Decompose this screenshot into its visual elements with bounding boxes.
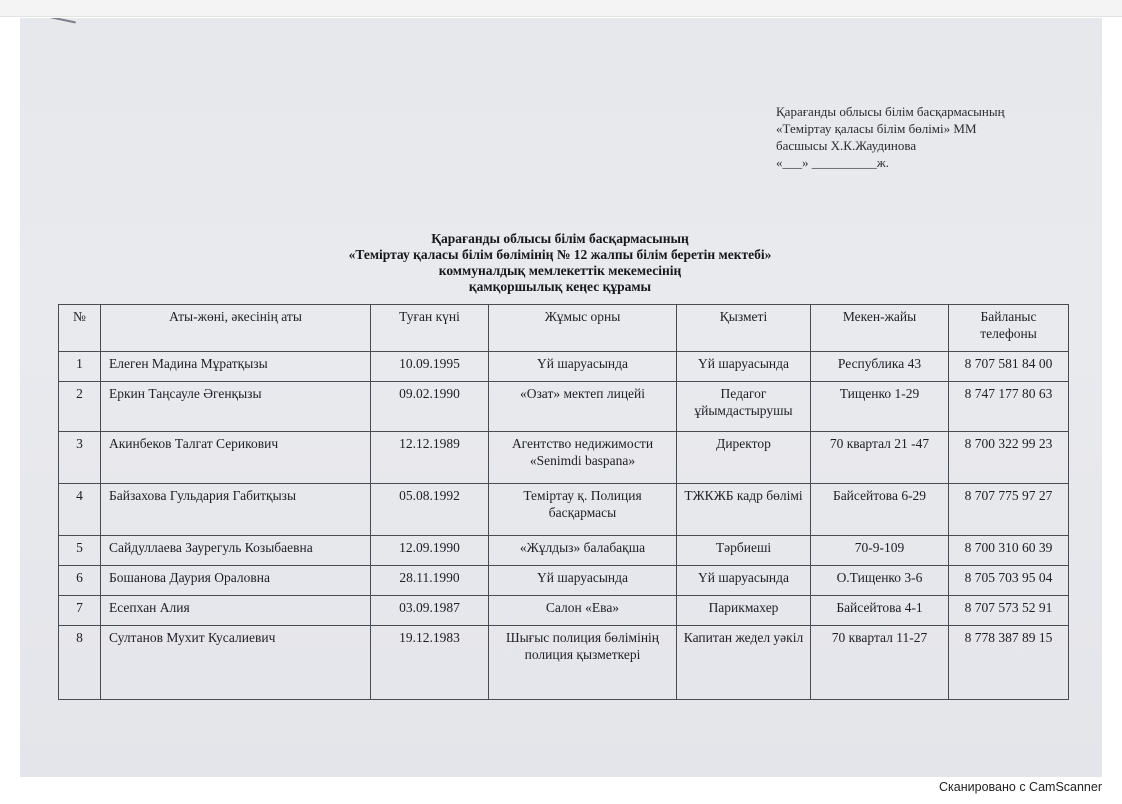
table-row — [59, 352, 1069, 382]
cell-name: Бошанова Даурия Ораловна — [101, 566, 371, 596]
cell-birth-date: 03.09.1987 — [371, 596, 489, 626]
col-header-position: Қызметі — [677, 305, 811, 352]
title-line: «Теміртау қаласы білім бөлімінің № 12 жалпы білім беретін мектебі» — [348, 247, 772, 262]
cell-address: Байсейтова 6-29 — [811, 484, 949, 536]
cell-number: 2 — [59, 382, 101, 432]
cell-phone: 8 707 775 97 27 — [949, 484, 1069, 536]
cell-position: Парикмахер — [677, 596, 811, 626]
cell-phone: 8 705 703 95 04 — [949, 566, 1069, 596]
scanned-page — [20, 18, 1102, 777]
cell-phone: 8 778 387 89 15 — [949, 626, 1069, 700]
cell-position: ТЖКЖБ кадр бөлімі — [677, 484, 811, 536]
cell-position: Директор — [677, 432, 811, 484]
cell-position: Капитан жедел уәкіл — [677, 626, 811, 700]
cell-address: 70-9-109 — [811, 536, 949, 566]
cell-birth-date: 28.11.1990 — [371, 566, 489, 596]
table-header-row — [59, 305, 1069, 352]
cell-address: Тищенко 1-29 — [811, 382, 949, 432]
cell-name: Акинбеков Талгат Серикович — [101, 432, 371, 484]
col-header-birth-date: Туған күні — [371, 305, 489, 352]
approval-date-line: «___» __________ж. — [776, 155, 889, 170]
table-row — [59, 382, 1069, 432]
col-header-number: № — [59, 305, 101, 352]
approval-line: басшысы Х.К.Жаудинова — [776, 138, 917, 153]
cell-phone: 8 747 177 80 63 — [949, 382, 1069, 432]
col-header-phone: Байланыс телефоны — [949, 305, 1069, 352]
cell-birth-date: 19.12.1983 — [371, 626, 489, 700]
cell-workplace: Шығыс полиция бөлімінің полиция қызметкері — [489, 626, 677, 700]
cell-address: Республика 43 — [811, 352, 949, 382]
title-line: Қарағанды облысы білім басқармасының — [431, 231, 689, 246]
cell-number: 4 — [59, 484, 101, 536]
title-line: коммуналдық мемлекеттік мекемесінің — [438, 263, 682, 278]
cell-workplace: «Озат» мектеп лицейі — [489, 382, 677, 432]
cell-number: 5 — [59, 536, 101, 566]
table-row — [59, 432, 1069, 484]
cell-number: 6 — [59, 566, 101, 596]
cell-birth-date: 12.09.1990 — [371, 536, 489, 566]
cell-workplace: Салон «Ева» — [489, 596, 677, 626]
col-header-workplace: Жұмыс орны — [489, 305, 677, 352]
cell-number: 7 — [59, 596, 101, 626]
cell-address: Байсейтова 4-1 — [811, 596, 949, 626]
table-row — [59, 484, 1069, 536]
cell-address: О.Тищенко 3-6 — [811, 566, 949, 596]
table-row — [59, 536, 1069, 566]
cell-number: 1 — [59, 352, 101, 382]
cell-birth-date: 05.08.1992 — [371, 484, 489, 536]
cell-workplace: Теміртау қ. Полиция басқармасы — [489, 484, 677, 536]
cell-phone: 8 707 573 52 91 — [949, 596, 1069, 626]
approval-block — [776, 103, 1096, 171]
table-row — [59, 626, 1069, 700]
cell-position: Педагог ұйымдастырушы — [677, 382, 811, 432]
document-title — [250, 231, 870, 295]
approval-line: Қарағанды облысы білім басқармасының — [776, 104, 1005, 119]
cell-address: 70 квартал 21 -47 — [811, 432, 949, 484]
viewer-top-bar — [0, 0, 1122, 17]
scan-artifact-mark — [42, 18, 76, 24]
cell-workplace: «Жұлдыз» балабақша — [489, 536, 677, 566]
cell-number: 8 — [59, 626, 101, 700]
cell-workplace: Агентство недижимости «Senimdi baspana» — [489, 432, 677, 484]
table-row — [59, 566, 1069, 596]
cell-name: Султанов Мухит Кусалиевич — [101, 626, 371, 700]
cell-position: Тәрбиеші — [677, 536, 811, 566]
title-line: қамқоршылық кеңес құрамы — [468, 279, 652, 294]
cell-position: Үй шаруасында — [677, 566, 811, 596]
cell-name: Байзахова Гульдария Габитқызы — [101, 484, 371, 536]
cell-workplace: Үй шаруасында — [489, 352, 677, 382]
cell-name: Есепхан Алия — [101, 596, 371, 626]
cell-phone: 8 700 322 99 23 — [949, 432, 1069, 484]
cell-workplace: Үй шаруасында — [489, 566, 677, 596]
cell-address: 70 квартал 11-27 — [811, 626, 949, 700]
table-row — [59, 596, 1069, 626]
scanner-watermark: Сканировано с CamScanner — [939, 780, 1102, 794]
cell-name: Сайдуллаева Заурегуль Козыбаевна — [101, 536, 371, 566]
cell-position: Үй шаруасында — [677, 352, 811, 382]
cell-number: 3 — [59, 432, 101, 484]
approval-line: «Теміртау қаласы білім бөлімі» ММ — [776, 121, 977, 136]
cell-birth-date: 09.02.1990 — [371, 382, 489, 432]
col-header-address: Мекен-жайы — [811, 305, 949, 352]
cell-phone: 8 700 310 60 39 — [949, 536, 1069, 566]
council-members-table — [58, 304, 1069, 700]
cell-name: Еркин Таңсауле Әгенқызы — [101, 382, 371, 432]
cell-name: Елеген Мадина Мұратқызы — [101, 352, 371, 382]
cell-phone: 8 707 581 84 00 — [949, 352, 1069, 382]
cell-birth-date: 12.12.1989 — [371, 432, 489, 484]
col-header-name: Аты-жөні, әкесінің аты — [101, 305, 371, 352]
cell-birth-date: 10.09.1995 — [371, 352, 489, 382]
